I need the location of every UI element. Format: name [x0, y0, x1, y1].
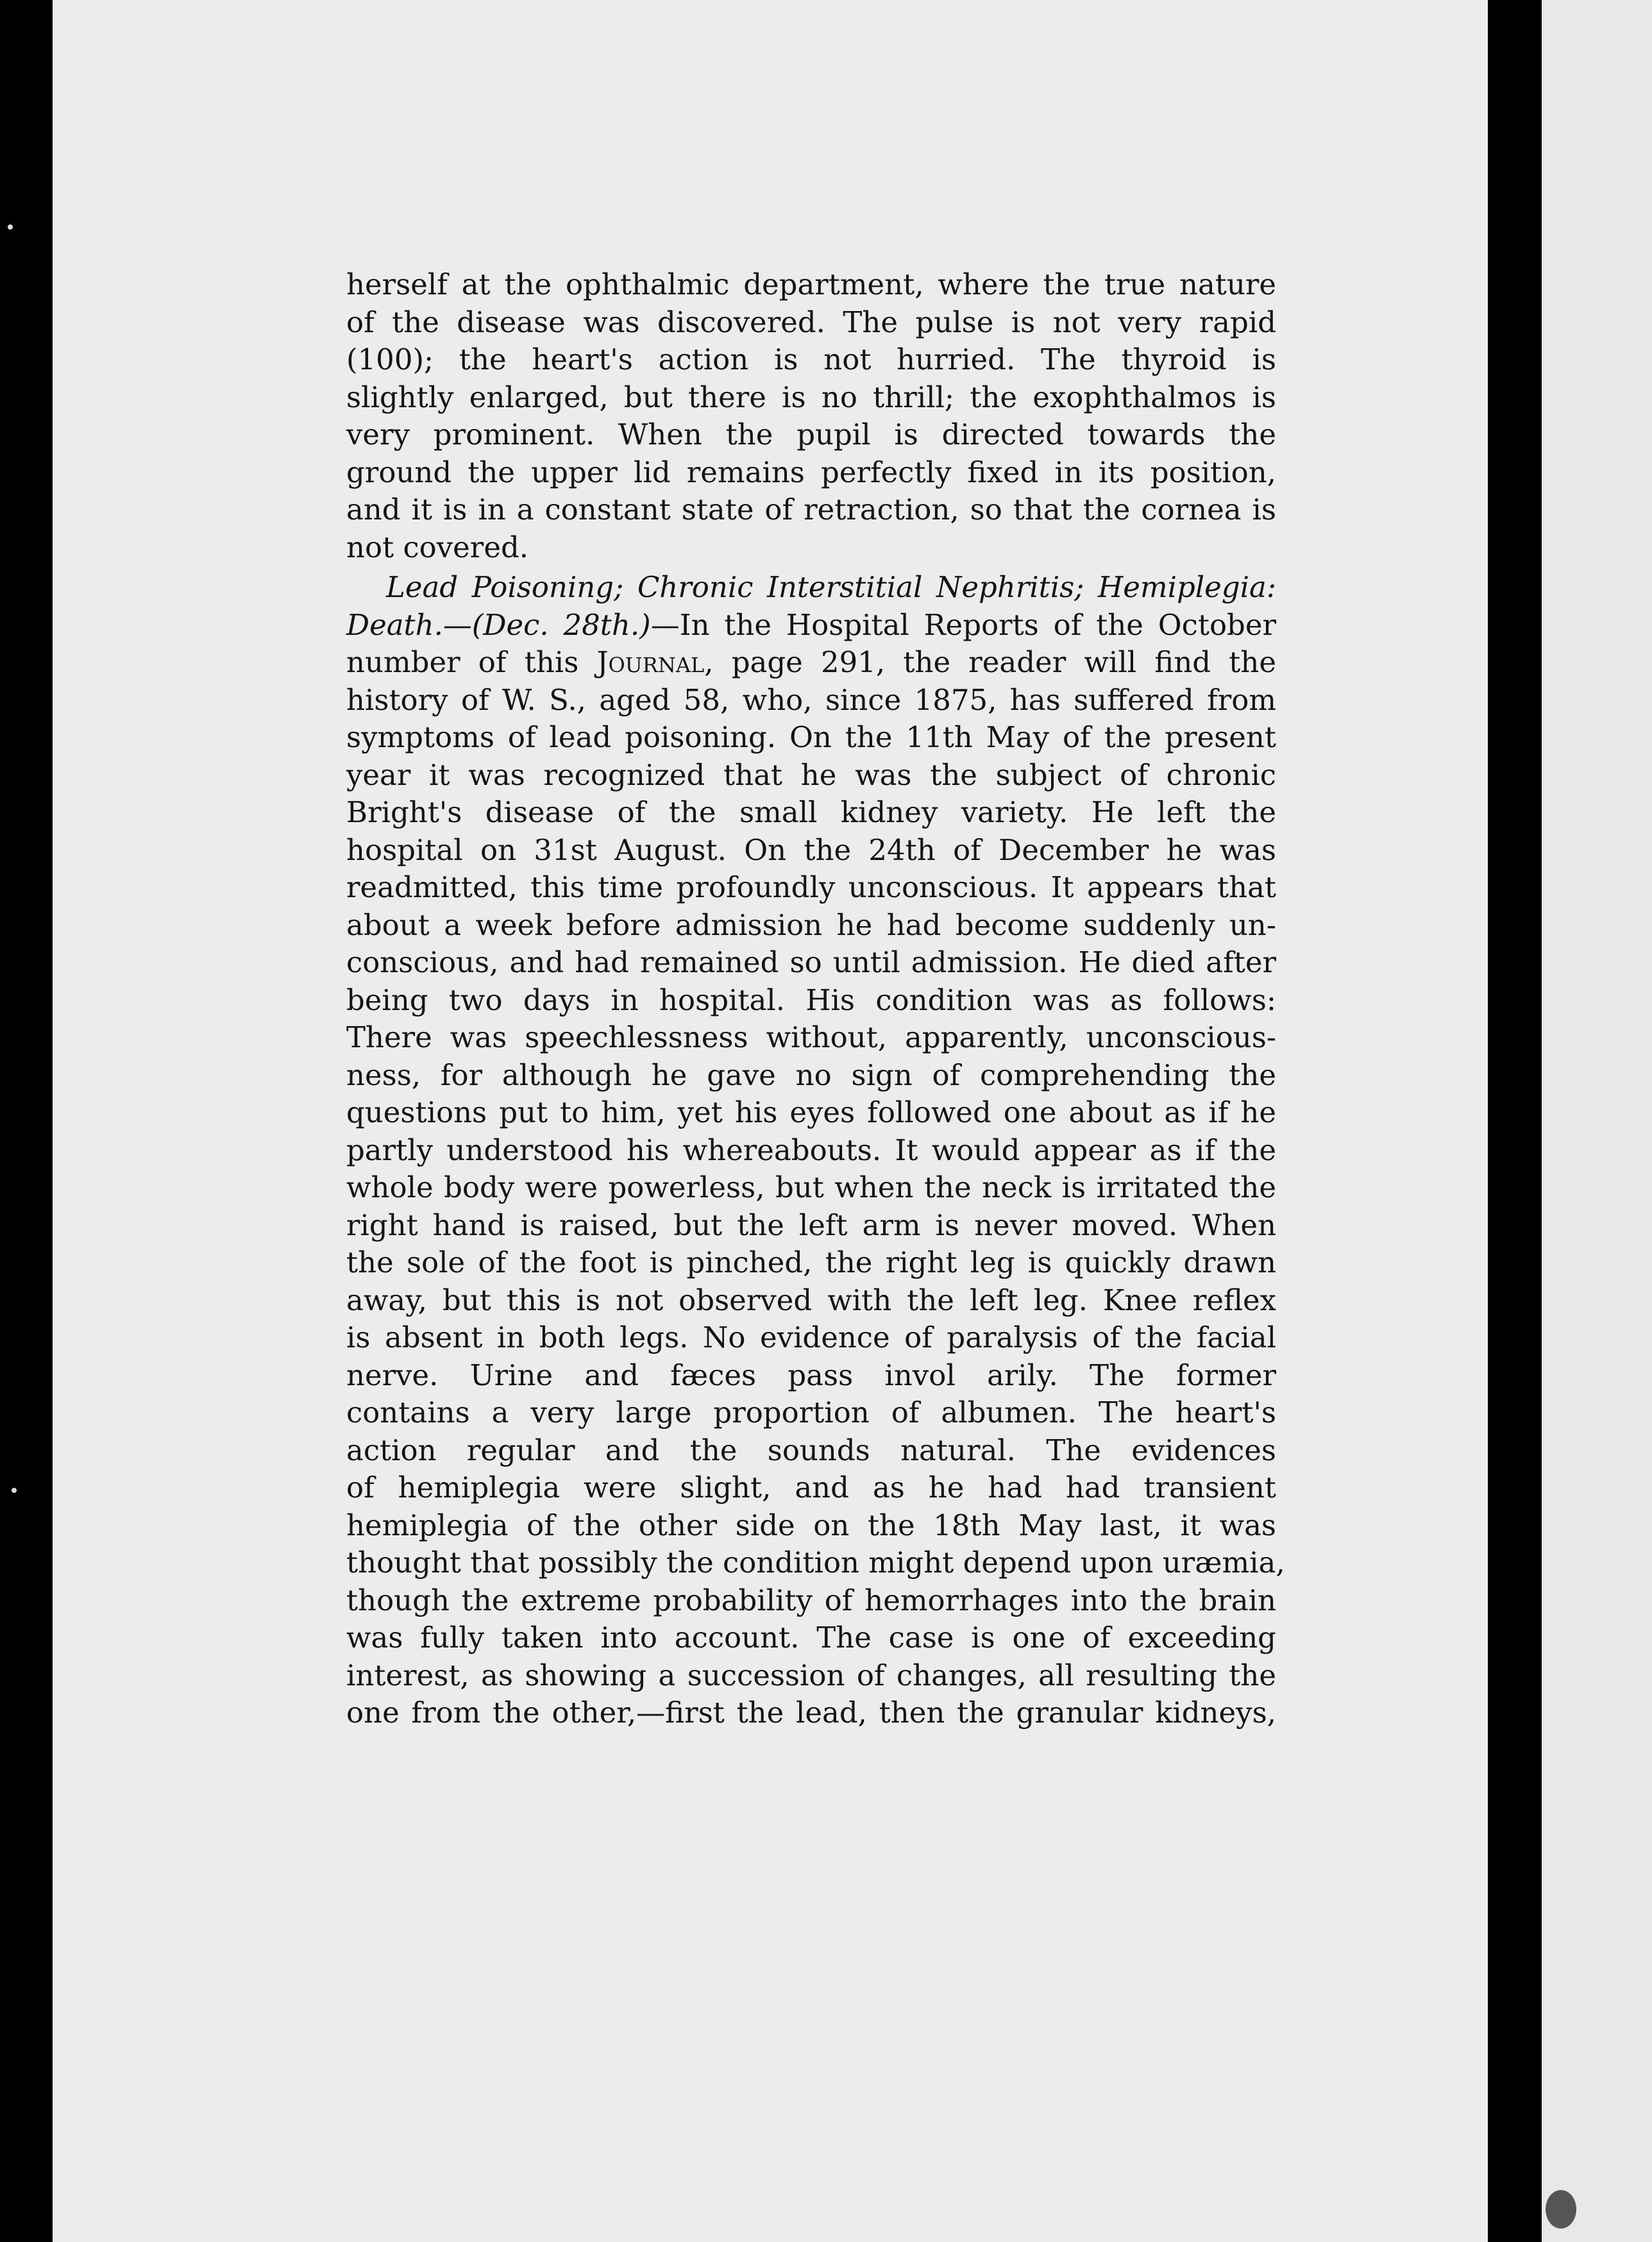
case-heading-death: Death.—(Dec. 28th.) [346, 607, 651, 642]
adjacent-page-edge [1542, 0, 1652, 2242]
text-line-rest: —In the Hospital Reports of the October [650, 607, 1277, 642]
text-line: (100); the heart's action is not hurried. The thyroid is [346, 342, 1276, 376]
text-line: is absent in both legs. No evidence of paralysis of the facial [346, 1320, 1276, 1354]
text-line: thought that possibly the condition might depend upon uræmia, [346, 1546, 1285, 1580]
text-line: Bright's disease of the small kidney variety. He left the [346, 795, 1276, 829]
text-line: being two days in hospital. His condition was as follows: [346, 982, 1276, 1017]
text-line: whole body were powerless, but when the neck is irritated the [346, 1170, 1276, 1204]
text-line: year it was recognized that he was the subject of chronic [346, 757, 1276, 792]
text-line [346, 607, 1276, 645]
text-line: action regular and the sounds natural. The evidences [346, 1433, 1276, 1467]
case-heading: Lead Poisoning; Chronic Interstitial Nephritis; Hemiplegia: [386, 570, 1276, 604]
text-fragment: number of this [346, 645, 597, 679]
text-line: very prominent. When the pupil is directed towards the [346, 417, 1276, 451]
text-line: partly understood his whereabouts. It would appear as if the [346, 1133, 1276, 1167]
text-line: not covered. [346, 530, 529, 564]
text-line: of the disease was discovered. The pulse is not very rapid [346, 305, 1276, 339]
text-line: away, but this is not observed with the left leg. Knee reflex [346, 1283, 1276, 1317]
text-line: symptoms of lead poisoning. On the 11th May of the present [346, 720, 1276, 754]
text-line: hospital on 31st August. On the 24th of December he was [346, 832, 1276, 867]
paragraph-1 [346, 266, 1276, 566]
text-line: questions put to him, yet his eyes followed one about as if he [346, 1095, 1276, 1129]
text-line: readmitted, this time profoundly unconscious. It appears that [346, 870, 1276, 904]
text-line: history of W. S., aged 58, who, since 1875, has suffered from [346, 682, 1276, 717]
text-line: contains a very large proportion of albumen. The heart's [346, 1395, 1276, 1429]
text-line: about a week before admission he had become suddenly un- [346, 907, 1276, 942]
text-line [346, 644, 1276, 682]
text-line: hemiplegia of the other side on the 18th May last, it was [346, 1508, 1276, 1542]
page-body-text [346, 266, 1285, 1732]
text-line: nerve. Urine and fæces pass invol arily. The former [346, 1358, 1276, 1392]
text-line: ground the upper lid remains perfectly fixed in its position, [346, 455, 1276, 489]
scan-speck [12, 1488, 17, 1493]
text-fragment: , page 291, the reader will find the [704, 645, 1277, 679]
text-line: conscious, and had remained so until admission. He died after [346, 945, 1276, 979]
text-line: though the extreme probability of hemorrhages into the brain [346, 1583, 1276, 1617]
text-line: was fully taken into account. The case is one of exceeding [346, 1621, 1276, 1655]
paragraph-2 [346, 569, 1285, 1732]
text-line: right hand is raised, but the left arm is never moved. When [346, 1208, 1276, 1242]
text-line: one from the other,—first the lead, then the granular kidneys, [346, 1696, 1276, 1730]
text-line: There was speechlessness without, apparently, unconscious- [346, 1020, 1276, 1054]
journal-name: Journal [596, 645, 705, 679]
text-line: interest, as showing a succession of changes, all resulting the [346, 1658, 1276, 1692]
text-line: herself at the ophthalmic department, where the true nature [346, 267, 1276, 301]
text-line: slightly enlarged, but there is no thrill; the exophthalmos is [346, 380, 1276, 414]
text-line: ness, for although he gave no sign of comprehending the [346, 1058, 1276, 1092]
text-line: and it is in a constant state of retraction, so that the cornea is [346, 493, 1276, 527]
text-line: the sole of the foot is pinched, the right leg is quickly drawn [346, 1245, 1276, 1279]
scan-speck [8, 224, 13, 230]
scan-speck [1546, 2190, 1576, 2229]
text-line: of hemiplegia were slight, and as he had had transient [346, 1471, 1276, 1504]
